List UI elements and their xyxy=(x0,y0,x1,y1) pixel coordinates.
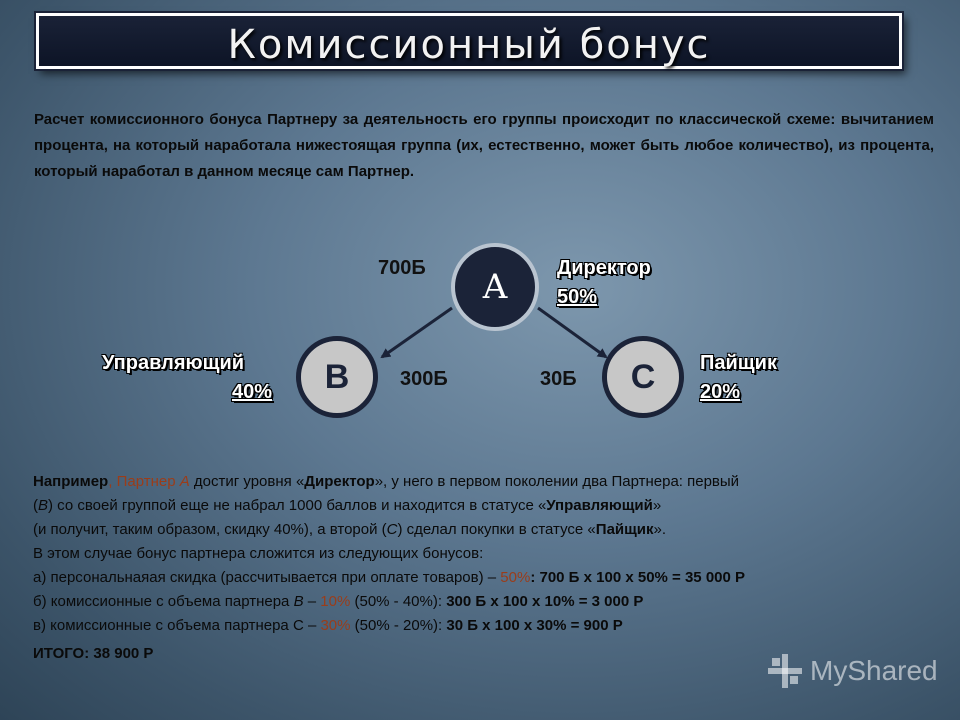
intro-paragraph: Расчет комиссионного бонуса Партнеру за деятельность его группы происходит по классической схеме: вычитанием процента, на который наработала нижестоящая группа (их, естественно, может быть любое количество), из процента, который наработал в данном месяце сам Партнер. xyxy=(34,111,934,180)
example-line-3: (и получит, таким образом, скидку 40%), а второй (C) сделал покупки в статусе «Пайщик». xyxy=(33,521,667,538)
a-points-label: 700Б xyxy=(378,257,426,279)
arrow-a-to-c xyxy=(538,308,606,357)
example-line-5: а) персональнаяая скидка (рассчитывается при оплате товаров) – 50%: 700 Б х 100 х 50% = 35 000 Р xyxy=(33,569,746,586)
c-status-label: Пайщик xyxy=(700,352,777,374)
node-a-label: A xyxy=(482,267,508,307)
b-percent-label: 40% xyxy=(232,381,273,403)
example-line-4: В этом случае бонус партнера сложится из следующих бонусов: xyxy=(33,545,484,562)
b-points-label: 300Б xyxy=(400,368,448,390)
node-a xyxy=(451,243,539,331)
myshared-logo-icon xyxy=(768,654,802,688)
example-line-1: Например, Партнер A достиг уровня «Директор», у него в первом поколении два Партнера: первый xyxy=(33,473,740,490)
node-b xyxy=(296,336,378,418)
arrow-a-to-b xyxy=(382,308,452,357)
node-c-label: C xyxy=(630,357,656,396)
example-line-7: в) комиссионные с объема партнера С – 30% (50% - 20%): 30 Б х 100 х 30% = 900 Р xyxy=(33,617,623,634)
c-points-label: 30Б xyxy=(540,368,577,390)
example-total: ИТОГО: 38 900 Р xyxy=(33,645,154,662)
example-line-2: (B) со своей группой еще не набрал 1000 баллов и находится в статусе «Управляющий» xyxy=(33,497,662,514)
c-percent-label: 20% xyxy=(700,381,741,403)
watermark xyxy=(768,654,938,688)
a-percent-label: 50% xyxy=(557,286,598,308)
watermark-text: MyShared xyxy=(810,655,938,686)
node-c xyxy=(602,336,684,418)
example-text xyxy=(33,470,943,666)
node-b-label: B xyxy=(324,357,350,396)
page-title: Комиссионный бонус xyxy=(227,22,711,68)
example-line-6: б) комиссионные с объема партнера B – 10% (50% - 40%): 300 Б х 100 х 10% = 3 000 Р xyxy=(33,593,644,610)
b-status-label: Управляющий xyxy=(102,352,245,374)
a-status-label: Директор xyxy=(557,257,651,279)
